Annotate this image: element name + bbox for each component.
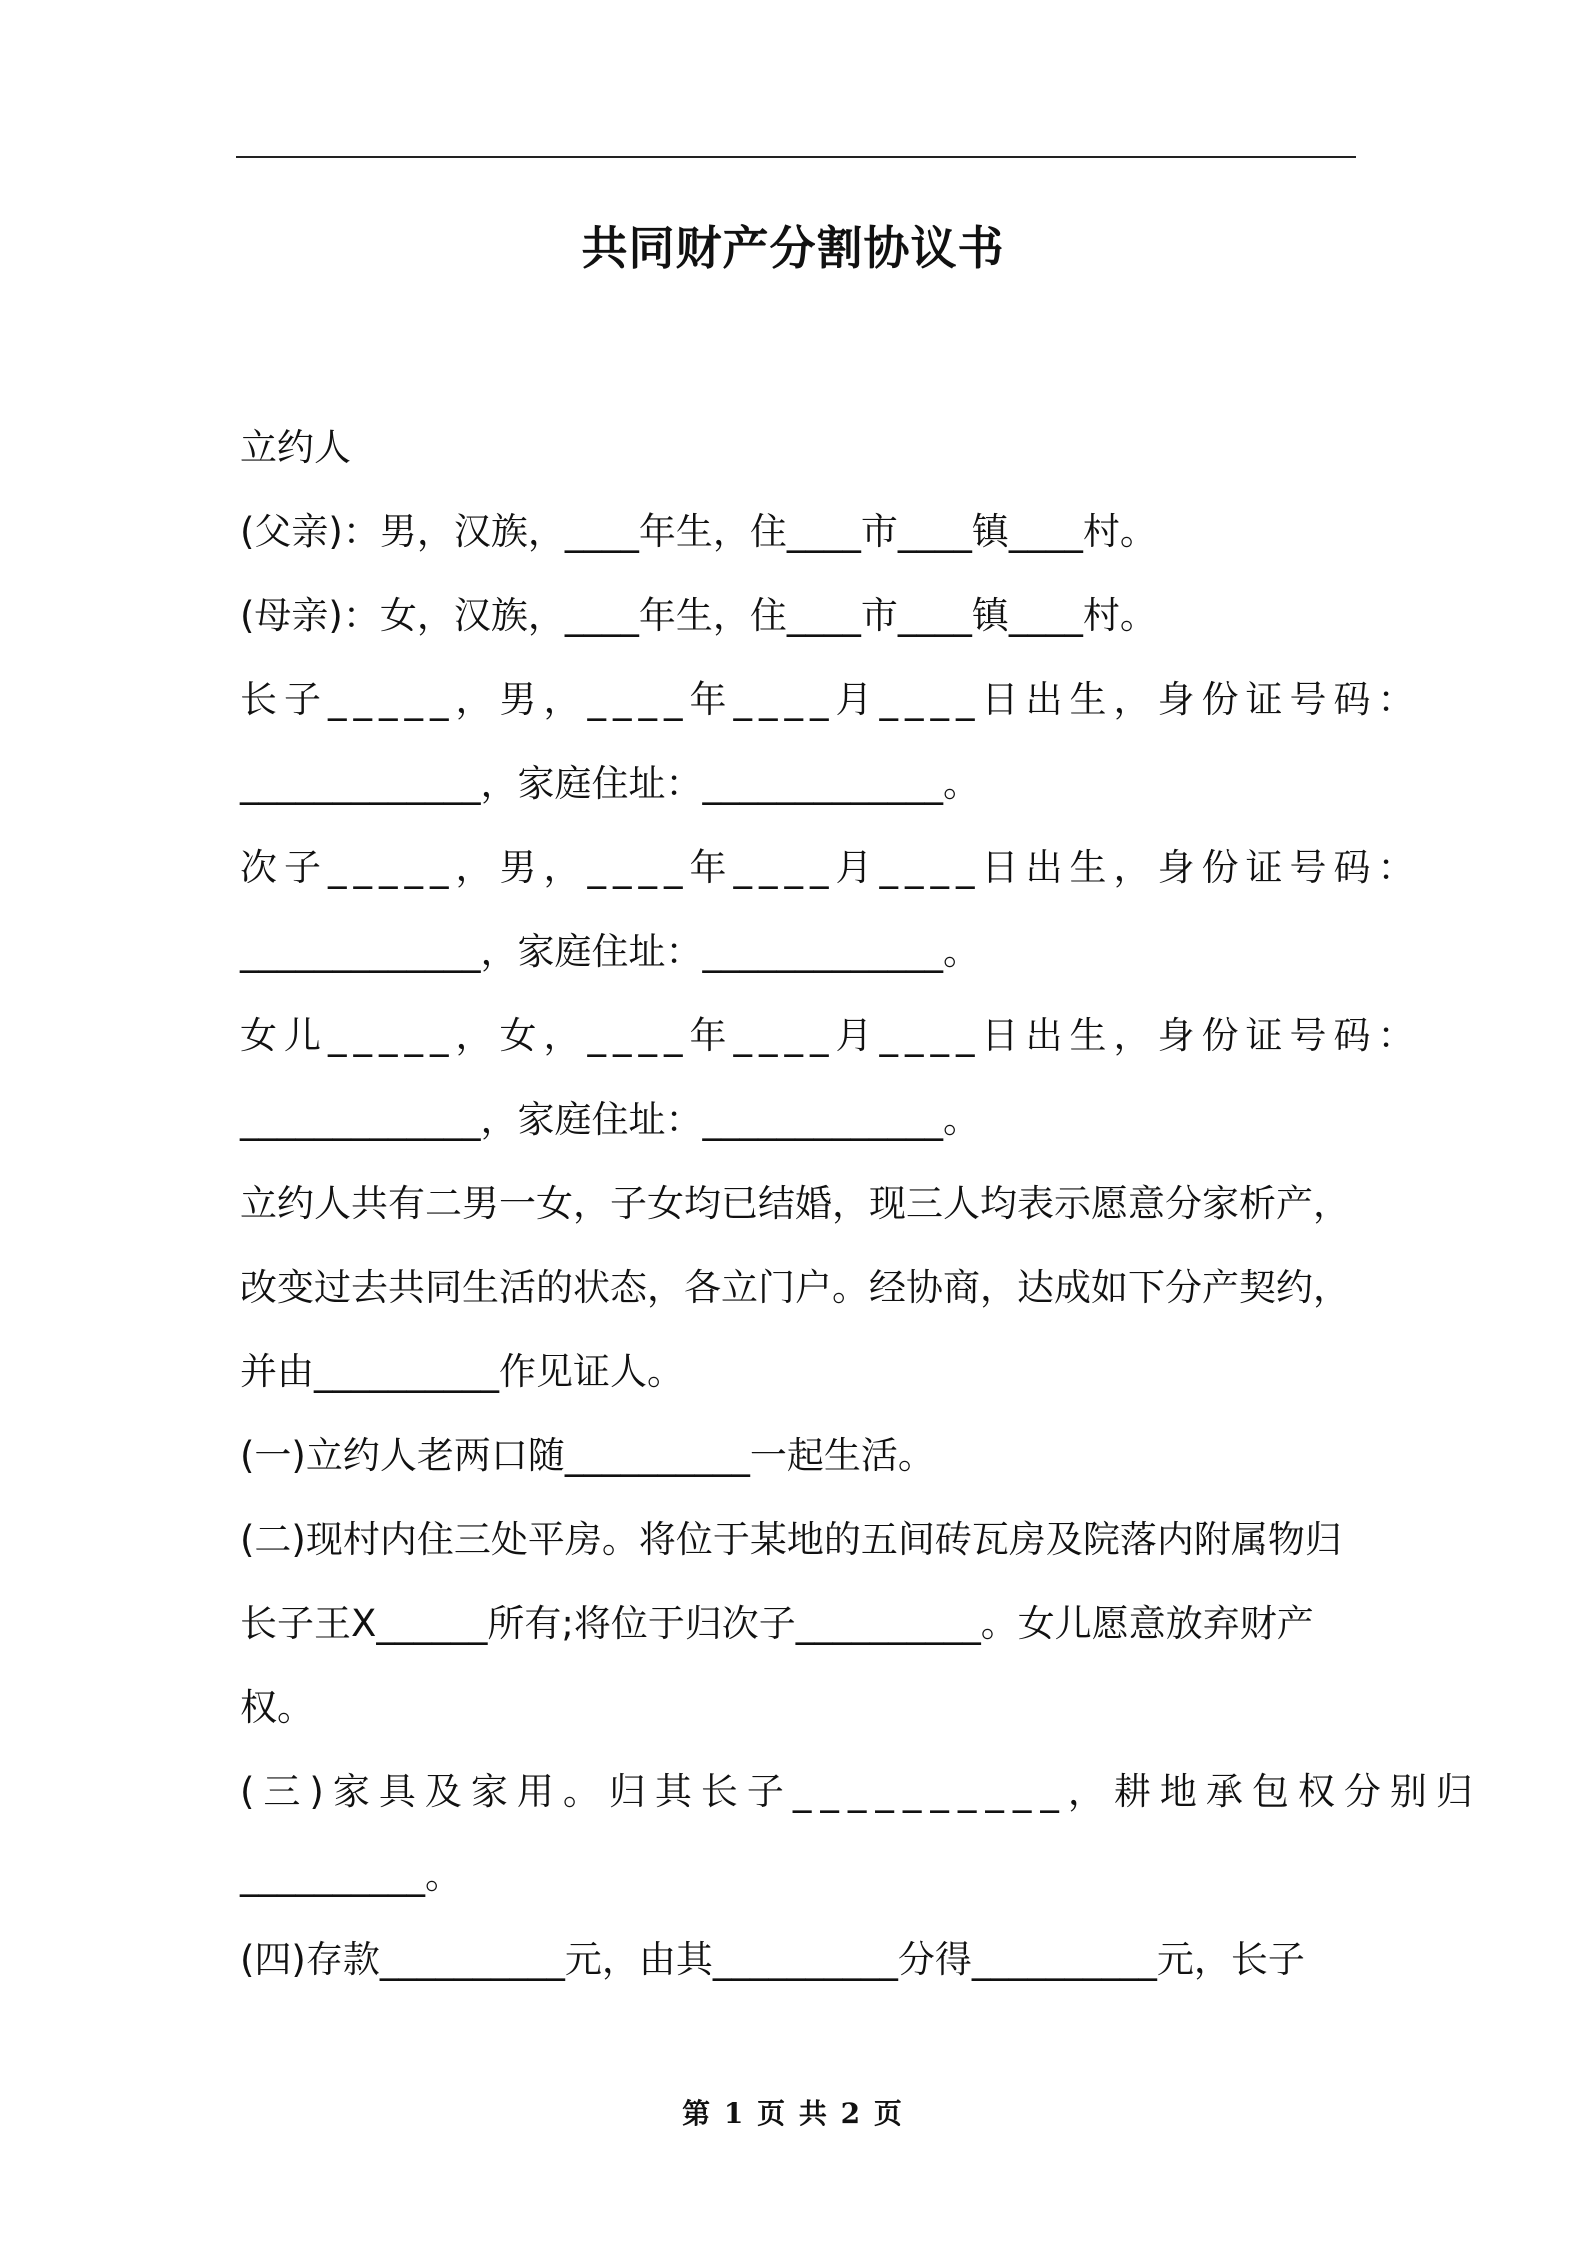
page-footer: 第 1 页 共 2 页 <box>682 2097 904 2130</box>
preamble-line-1: 立约人共有二男一女，子女均已结婚，现三人均表示愿意分家析产， <box>240 1182 1350 1225</box>
document-title: 共同财产分割协议书 <box>581 221 1005 275</box>
clause-2-line-2: 长子王X______所有;将位于归次子__________。女儿愿意放弃财产 <box>240 1602 1314 1645</box>
clause-4-line-1: (四)存款__________元，由其__________分得__________元，长子 <box>240 1938 1305 1981</box>
party-heading: 立约人 <box>240 426 351 469</box>
mother-info: (母亲)：女，汉族，____年生，住____市____镇____村。 <box>240 594 1157 637</box>
preamble-line-3: 并由__________作见证人。 <box>240 1350 684 1393</box>
preamble-line-2: 改变过去共同生活的状态，各立门户。经协商，达成如下分产契约， <box>240 1266 1350 1309</box>
clause-1: (一)立约人老两口随__________一起生活。 <box>240 1434 935 1477</box>
eldest-son-info: 长子_____，男，____年____月____日出生，身份证号码： <box>240 678 1422 721</box>
father-info: (父亲)：男，汉族，____年生，住____市____镇____村。 <box>240 510 1157 553</box>
daughter-address: _____________，家庭住址：_____________。 <box>240 1098 980 1141</box>
daughter-info: 女儿_____，女，____年____月____日出生，身份证号码： <box>240 1014 1422 1057</box>
clause-3-line-1: (三)家具及家用。归其长子__________，耕地承包权分别归 <box>240 1770 1482 1813</box>
clause-3-line-2: __________。 <box>240 1854 462 1897</box>
clause-2-line-1: (二)现村内住三处平房。将位于某地的五间砖瓦房及院落内附属物归 <box>240 1518 1342 1561</box>
clause-2-line-3: 权。 <box>240 1686 314 1729</box>
eldest-son-address: _____________，家庭住址：_____________。 <box>240 762 980 805</box>
document-body <box>240 406 1482 2002</box>
second-son-address: _____________，家庭住址：_____________。 <box>240 930 980 973</box>
header-rule <box>236 156 1356 158</box>
second-son-info: 次子_____，男，____年____月____日出生，身份证号码： <box>240 846 1422 889</box>
